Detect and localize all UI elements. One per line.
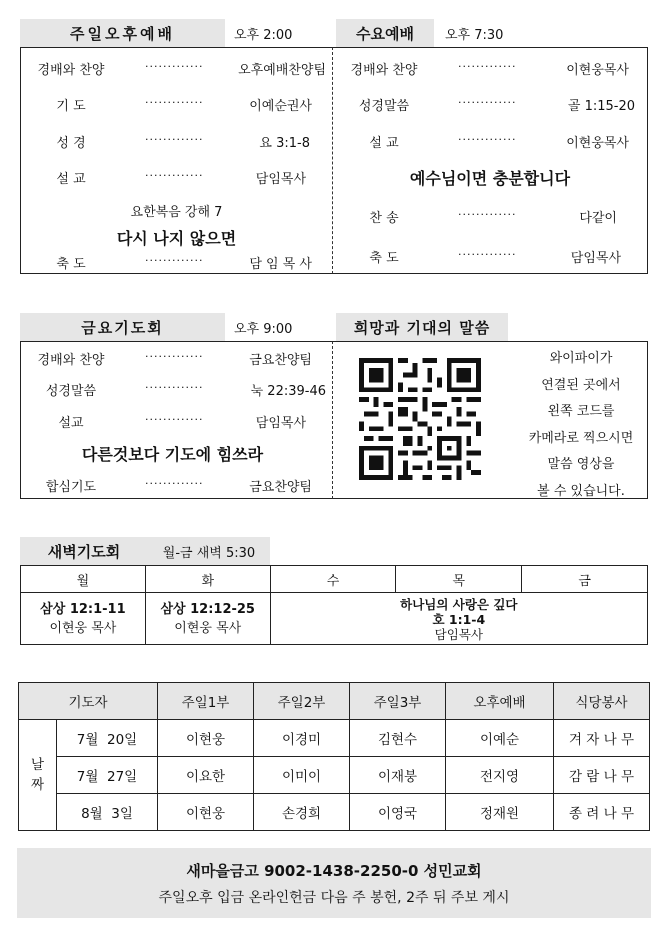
dawn-rest-leader: 담임목사 [434,627,483,642]
roster-header: 주일2부 [254,683,350,720]
wednesday-item-label: 축 도 [369,251,399,266]
friday-item-dots: ············· [145,350,204,363]
sunday-pm-item-dots: ············· [145,133,204,146]
wednesday-item-label: 경배와 찬양 [350,63,418,78]
sunday-pm-sermon-title: 다시 나지 않으면 [116,229,237,248]
roster-cell: 이현웅 [158,720,254,757]
roster-header: 오후예배 [446,683,554,720]
friday-box [20,341,333,499]
dawn-table [20,565,648,645]
wednesday-item-dots: ············· [458,60,517,73]
friday-item-dots: ············· [145,413,204,426]
sunday-pm-item-value: 요 3:1-8 [259,136,310,151]
wednesday-item-label: 성경말씀 [358,99,410,114]
wednesday-item-dots: ············· [458,133,517,146]
friday-time: 오후 9:00 [234,321,293,337]
friday-closing-label: 합심기도 [45,480,97,495]
sunday-pm-benediction-label: 축 도 [56,257,86,272]
friday-closing-dots: ············· [145,477,204,490]
wednesday-sermon-title: 예수님이면 충분합니다 [409,169,571,188]
hope-box [333,341,648,499]
wednesday-item-label: 찬 송 [369,211,399,226]
hope-line: 와이파이가 [549,351,613,366]
wednesday-item-dots: ············· [458,96,517,109]
roster-cell: 정재원 [446,794,554,831]
offering-footer [17,848,651,918]
sunday-pm-item-dots: ············· [145,169,204,182]
roster-date: 7월 20일 [57,720,158,757]
dawn-rest-ref: 호 1:1-4 [432,612,486,627]
roster-header: 기도자 [19,683,158,720]
dawn-tue-ref: 삼상 12:12-25 [160,601,255,617]
hope-line: 연결된 곳에서 [541,377,621,393]
roster-cell: 겨 자 나 무 [554,720,650,757]
roster-side-text: 날짜 [30,757,45,793]
sunday-pm-item-label: 설 교 [56,172,86,187]
sunday-pm-item-dots: ············· [145,96,204,109]
dawn-mon-leader: 이현웅 목사 [49,620,117,636]
wednesday-item-value: 골 1:15-20 [567,99,635,114]
sunday-pm-benediction-value: 담 임 목 사 [249,257,312,272]
dawn-day: 목 [396,566,522,593]
qr-code-icon[interactable] [359,358,481,480]
friday-item-label: 설교 [58,416,84,431]
wednesday-item-label: 설 교 [369,136,399,151]
hope-header [336,313,508,341]
roster-cell: 이영국 [350,794,446,831]
dawn-tue-leader: 이현웅 목사 [174,620,242,636]
roster-header: 식당봉사 [554,683,650,720]
dawn-day: 월 [21,566,146,593]
dawn-rest-title: 하나님의 사랑은 깊다 [400,597,518,612]
dawn-day: 수 [270,566,396,593]
roster-side-label [19,720,57,831]
offering-note: 주일오후 입금 온라인헌금 다음 주 봉헌, 2주 뒤 주보 게시 [158,890,510,906]
friday-header [20,313,225,341]
wednesday-item-dots: ············· [458,248,517,261]
roster-cell: 이재붕 [350,757,446,794]
roster-cell: 손경희 [254,794,350,831]
sunday-pm-item-value: 오후예배찬양팀 [238,63,326,78]
friday-item-value: 담임목사 [255,416,306,431]
table-row [19,757,650,794]
sunday-pm-item-dots: ············· [145,60,204,73]
roster-cell: 이경미 [254,720,350,757]
sunday-pm-title: 주일오후예배 [70,24,175,43]
sunday-pm-item-label: 성 경 [56,136,86,151]
friday-item-dots: ············· [145,381,204,394]
roster-date: 7월 27일 [57,757,158,794]
wednesday-time: 오후 7:30 [445,27,504,43]
friday-closing-value: 금요찬양팀 [249,480,312,495]
hope-instructions [511,346,651,505]
dawn-day: 금 [522,566,648,593]
roster-cell: 이현웅 [158,794,254,831]
table-row [19,794,650,831]
sunday-pm-time: 오후 2:00 [234,27,293,43]
roster-cell: 김현수 [350,720,446,757]
hope-title: 희망과 기대의 말씀 [353,318,491,337]
hope-line: 카메라로 찍으시면 [528,430,634,446]
sunday-pm-item-value: 이예순권사 [249,99,312,114]
sunday-pm-box [20,47,333,274]
roster-cell: 전지영 [446,757,554,794]
friday-item-value: 금요찬양팀 [249,353,312,368]
offering-account: 새마을금고 9002-1438-2250-0 성민교회 [186,862,482,880]
roster-cell: 이요한 [158,757,254,794]
wednesday-item-dots: ············· [458,208,517,221]
sunday-pm-sermon-sub: 요한복음 강해 7 [130,205,223,220]
hope-line: 말씀 영상을 [547,457,615,472]
dawn-day: 화 [145,566,270,593]
roster-cell: 감 람 나 무 [554,757,650,794]
dawn-mon-ref: 삼상 12:1-11 [40,601,126,617]
dawn-time: 월-금 새벽 5:30 [162,545,256,561]
friday-title: 금요기도회 [81,318,164,337]
wednesday-item-value: 이현웅목사 [566,136,629,151]
roster-date: 8월 3일 [57,794,158,831]
dawn-header [20,537,148,565]
friday-item-value: 눅 22:39-46 [250,384,326,399]
friday-item-label: 성경말씀 [45,384,97,399]
hope-line: 왼쪽 코드를 [547,404,615,419]
sunday-pm-benediction-dots: ············· [145,254,204,267]
roster-cell: 종 려 나 무 [554,794,650,831]
dawn-title: 새벽기도회 [47,542,121,561]
table-row [19,720,650,757]
sunday-pm-item-label: 경배와 찬양 [37,63,105,78]
wednesday-title: 수요예배 [356,24,414,43]
wednesday-item-value: 이현웅목사 [566,63,629,78]
hope-line: 볼 수 있습니다. [537,483,625,499]
dawn-rest-cell [270,593,647,645]
friday-sermon-title: 다른것보다 기도에 힘쓰라 [81,445,264,464]
roster-header: 주일1부 [158,683,254,720]
sunday-pm-header [20,19,225,47]
roster-table [18,682,650,831]
wednesday-item-value: 담임목사 [570,251,621,266]
dawn-tue-cell [145,593,270,645]
roster-header: 주일3부 [350,683,446,720]
roster-cell: 이미이 [254,757,350,794]
wednesday-box [333,47,648,274]
friday-item-label: 경배와 찬양 [37,353,105,368]
dawn-time-box [148,537,270,565]
wednesday-item-value: 다같이 [579,211,617,226]
sunday-pm-item-label: 기 도 [56,99,86,114]
roster-cell: 이예순 [446,720,554,757]
dawn-mon-cell [21,593,146,645]
sunday-pm-item-value: 담임목사 [255,172,306,187]
wednesday-header [336,19,434,47]
